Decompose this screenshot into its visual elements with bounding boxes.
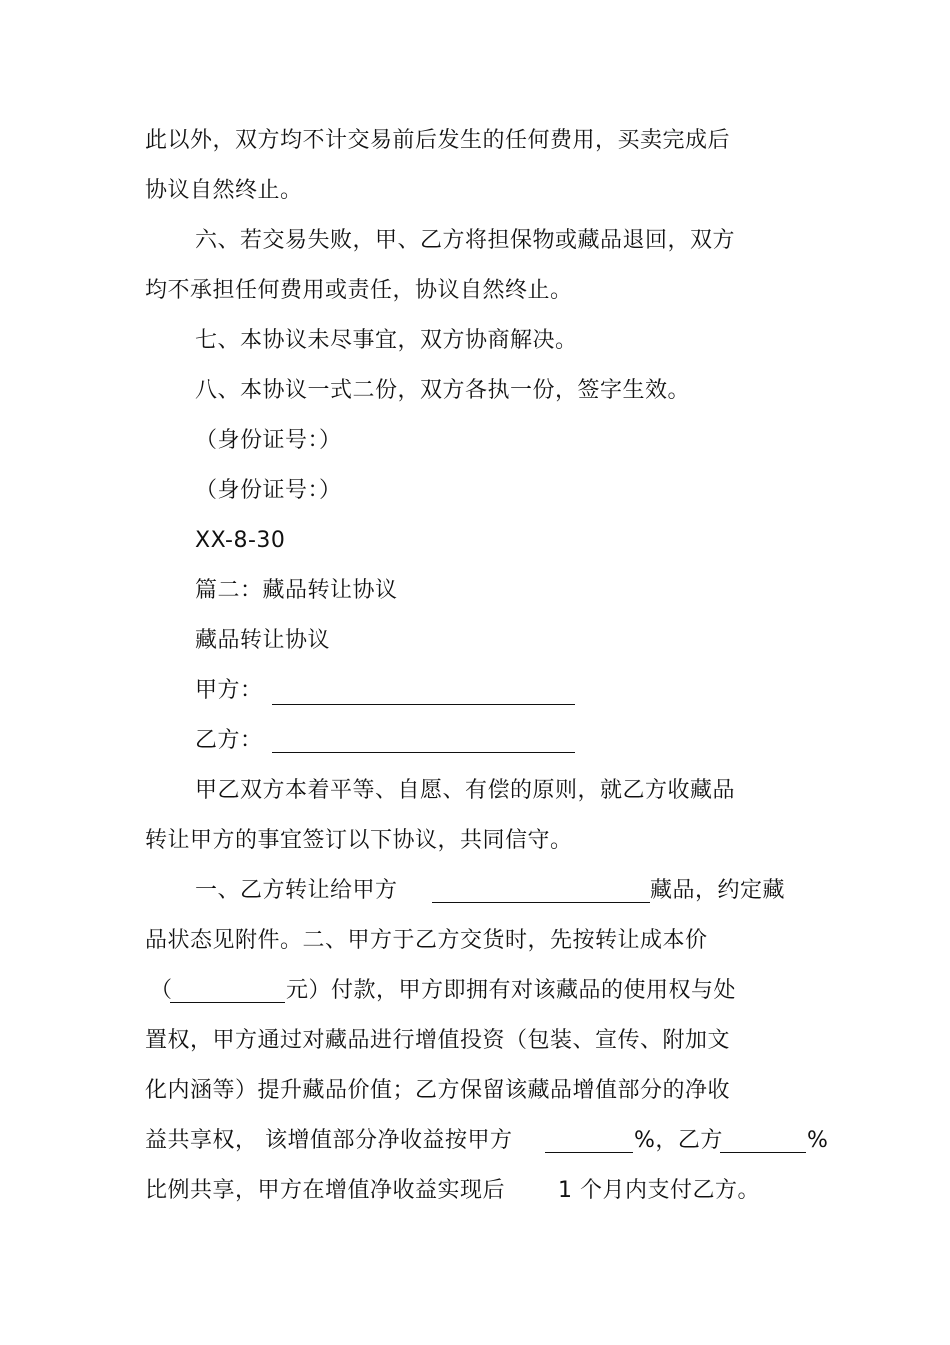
date: XX-8-30 [195, 528, 286, 553]
clause-eight: 八、本协议一式二份，双方各执一份，签字生效。 [195, 378, 691, 403]
clause-six-line: 均不承担任何费用或责任，协议自然终止。 [145, 278, 573, 303]
clause-line: 品状态见附件。二、甲方于乙方交货时，先按转让成本价 [145, 928, 708, 953]
section-title: 篇二：藏品转让协议 [195, 578, 398, 603]
clause-line: （ [150, 978, 173, 1003]
paragraph-line: 此以外，双方均不计交易前后发生的任何费用，买卖完成后 [145, 128, 731, 153]
clause-line: 化内涵等）提升藏品价值；乙方保留该藏品增值部分的净收 [145, 1078, 731, 1103]
party-a-blank [272, 704, 575, 705]
agreement-title: 藏品转让协议 [195, 628, 331, 653]
clause-line: 益共享权， 该增值部分净收益按甲方 [145, 1128, 513, 1153]
price-blank [170, 1002, 285, 1003]
party-a-label: 甲方： [195, 678, 263, 703]
party-b-row [195, 728, 263, 754]
intro-line: 甲乙双方本着平等、自愿、有偿的原则，就乙方收藏品 [195, 778, 736, 803]
clause-one-line: 藏品，约定藏 [650, 878, 786, 903]
clause-six-line: 六、若交易失败，甲、乙方将担保物或藏品退回，双方 [195, 228, 736, 253]
clause-line: % [807, 1128, 829, 1153]
party-b-label: 乙方： [195, 728, 263, 753]
paragraph-line: 协议自然终止。 [145, 178, 303, 203]
item-name-blank [432, 902, 650, 903]
clause-line: %，乙方 [634, 1128, 723, 1153]
party-a-row [195, 678, 263, 704]
clause-line: 置权，甲方通过对藏品进行增值投资（包装、宣传、附加文 [145, 1028, 731, 1053]
clause-one-line: 一、乙方转让给甲方 [195, 878, 398, 903]
id-number-b: （身份证号：） [195, 478, 342, 503]
id-number-a: （身份证号：） [195, 428, 342, 453]
clause-line: 1 个月内支付乙方。 [558, 1178, 760, 1203]
intro-line: 转让甲方的事宜签订以下协议，共同信守。 [145, 828, 573, 853]
clause-line: 比例共享，甲方在增值净收益实现后 [145, 1178, 506, 1203]
percent-a-blank [545, 1152, 633, 1153]
percent-b-blank [720, 1152, 806, 1153]
clause-seven: 七、本协议未尽事宜，双方协商解决。 [195, 328, 578, 353]
clause-line: 元）付款，甲方即拥有对该藏品的使用权与处 [286, 978, 737, 1003]
party-b-blank [272, 752, 575, 753]
